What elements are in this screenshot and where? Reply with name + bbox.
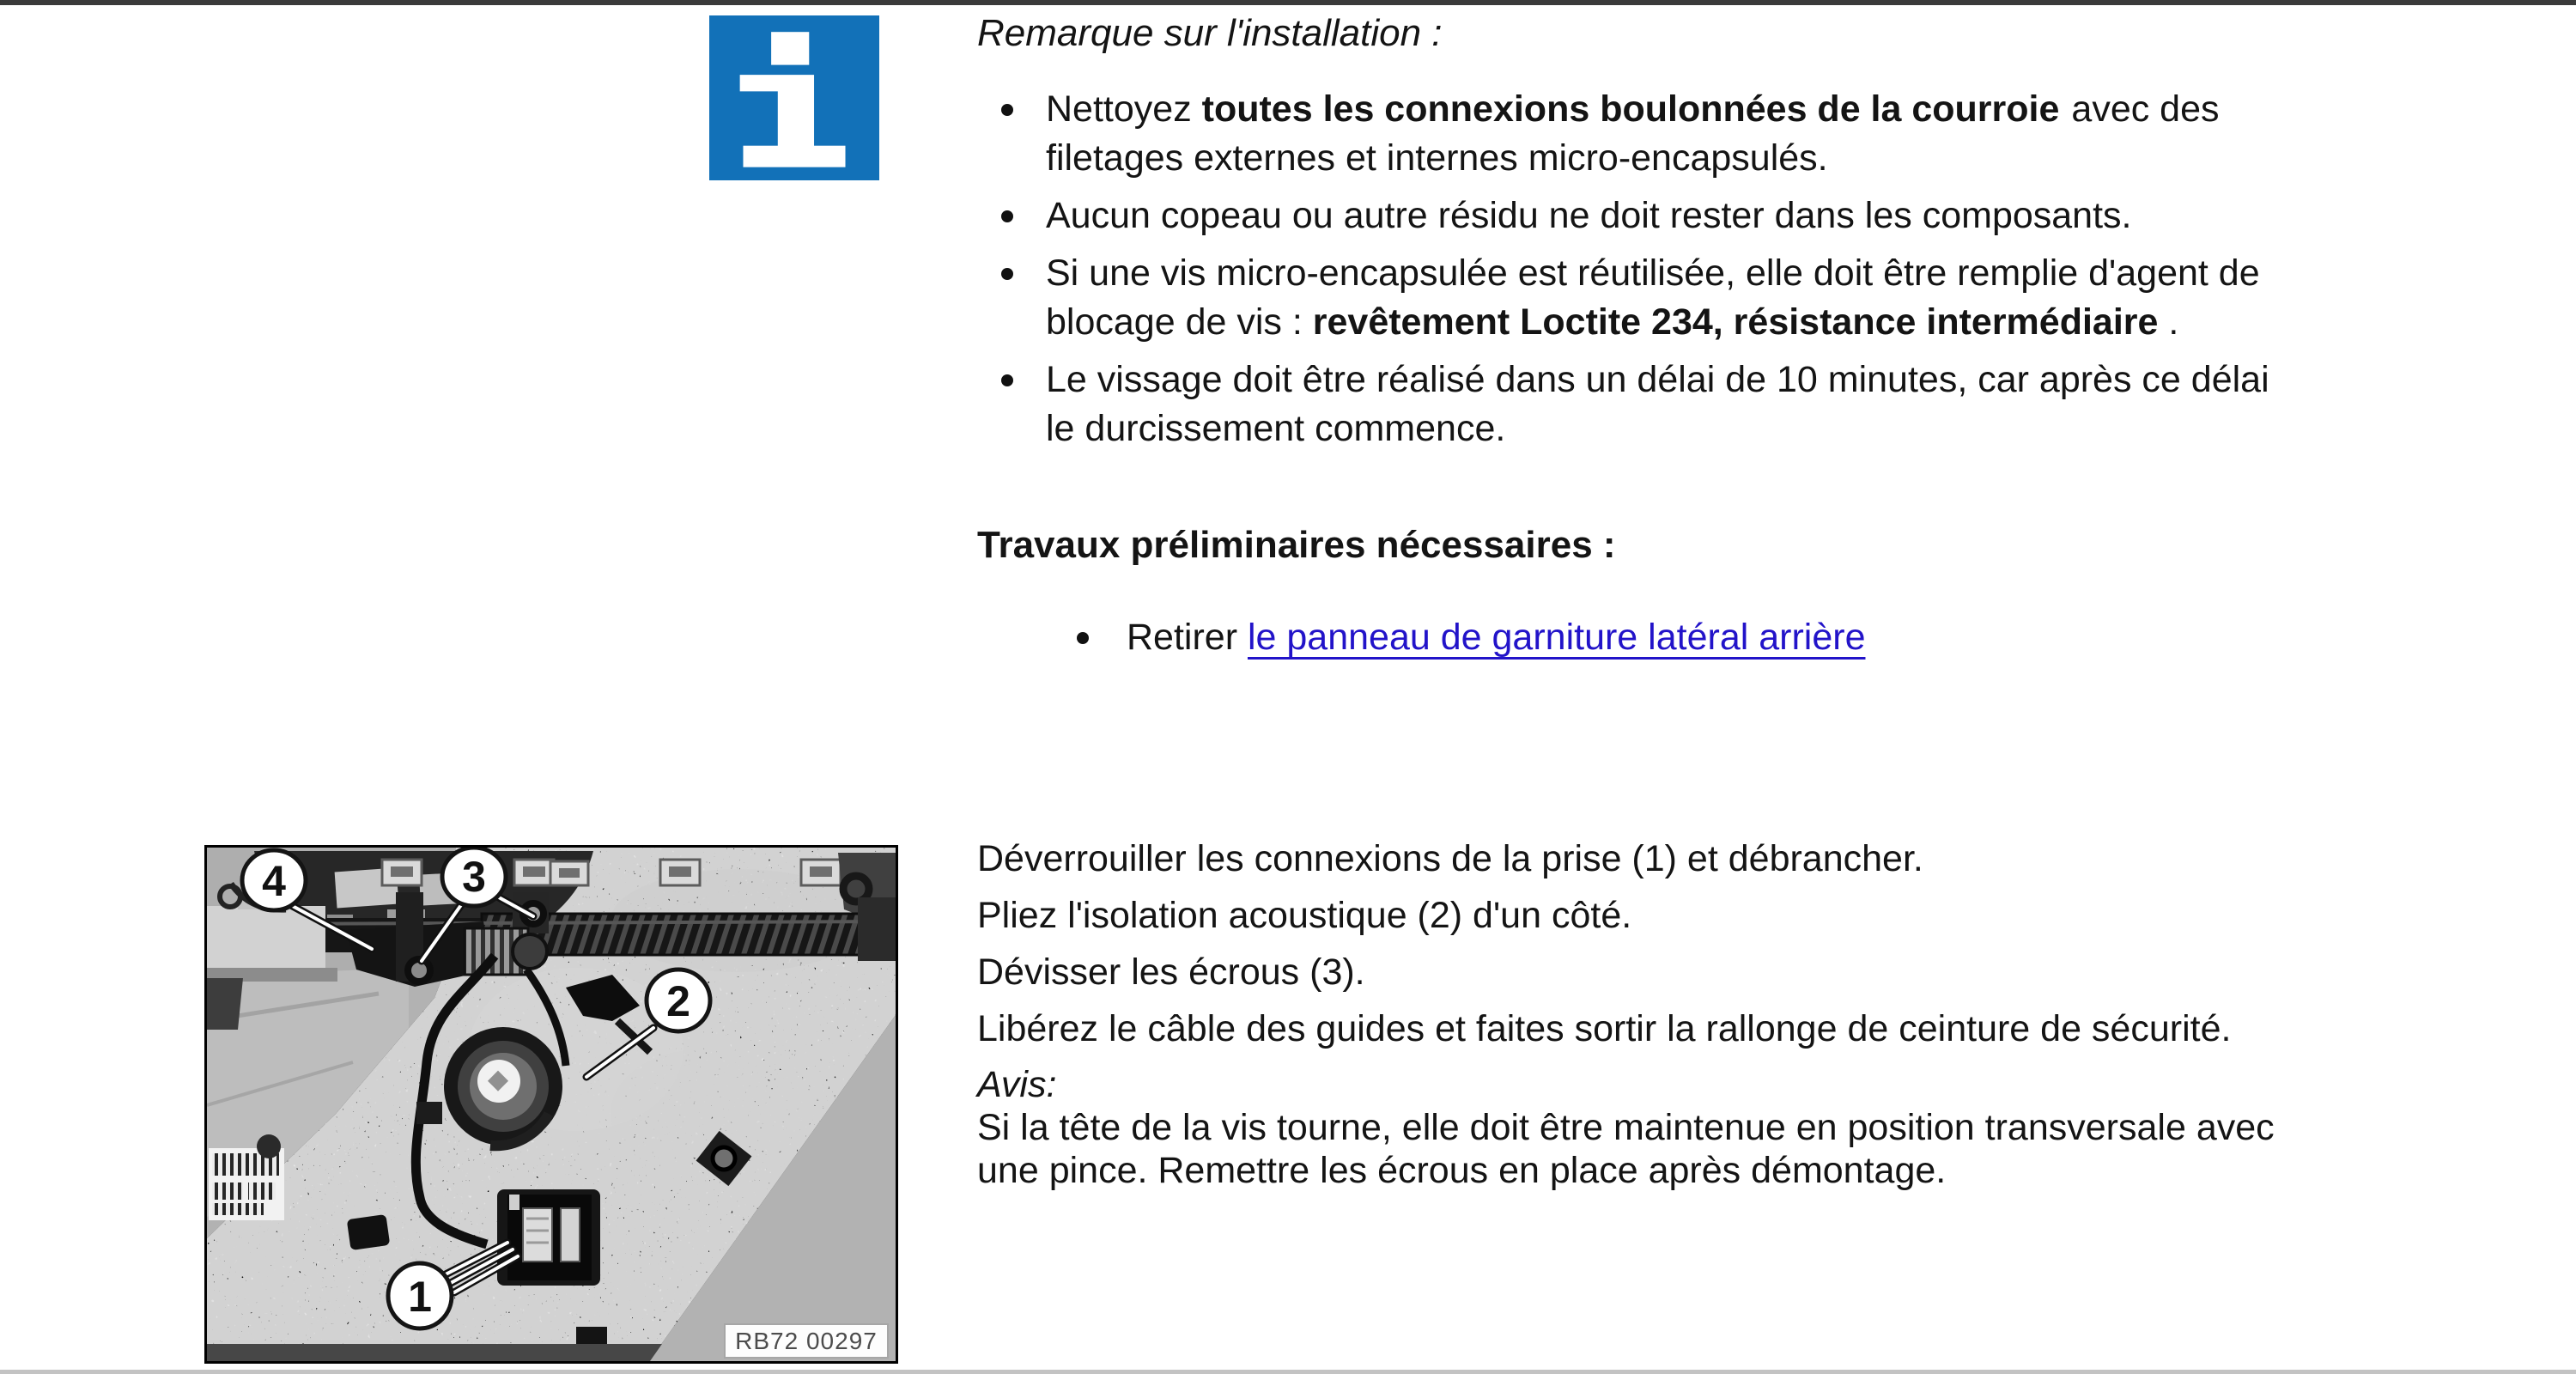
step-text: Pliez l'isolation acoustique (2) d'un côté. <box>977 895 1632 936</box>
notice-line: une pince. Remettre les écrous en place après démontage. <box>977 1150 1947 1191</box>
bullet-dot <box>1077 632 1089 644</box>
list-item-text: Le vissage doit être réalisé dans un délai de 10 minutes, car après ce délai le durcissement commence. <box>1046 359 2269 449</box>
figure-image <box>204 845 898 1364</box>
speaker <box>444 1027 562 1146</box>
prelim-list <box>1077 613 1865 671</box>
info-icon-glyph <box>709 15 879 180</box>
notice-paragraph <box>977 1063 2540 1192</box>
list-item <box>1077 613 1865 662</box>
figure-photo <box>207 848 896 1361</box>
notice-line: Si la tête de la vis tourne, elle doit être maintenue en position transversale avec <box>977 1107 2275 1148</box>
step-instructions <box>977 836 2540 1204</box>
callout-4: 4 <box>262 857 286 905</box>
list-item <box>1001 356 2269 453</box>
list-item <box>1001 249 2269 347</box>
rear-trim-panel-link[interactable]: le panneau de garniture latéral arrière <box>1247 617 1866 658</box>
list-item <box>1001 85 2269 183</box>
prelim-heading: Travaux préliminaires nécessaires : <box>977 524 1616 566</box>
note-bullet-list <box>1001 85 2269 462</box>
callout-1: 1 <box>408 1273 432 1321</box>
bullet-dot <box>1001 104 1013 116</box>
callout-2: 2 <box>666 977 690 1025</box>
step-text: Dévisser les écrous (3). <box>977 951 1365 993</box>
list-item-text: Si une vis micro-encapsulée est réutilisée, elle doit être remplie d'agent de blocage de vis : revêtement Loctite 234, résistance intermédiaire . <box>1046 252 2260 343</box>
bullet-dot <box>1001 374 1013 386</box>
figure-reference-code: RB72 00297 <box>724 1323 889 1359</box>
list-item <box>1001 192 2269 240</box>
list-item-text: Nettoyez toutes les connexions boulonnées de la courroie avec des filetages externes et internes micro-encapsulés. <box>1046 88 2220 179</box>
notice-label: Avis: <box>977 1064 1057 1105</box>
step-text: Libérez le câble des guides et faites sortir la rallonge de ceinture de sécurité. <box>977 1008 2232 1049</box>
info-icon <box>709 15 879 180</box>
page-bottom-border <box>0 1370 2576 1374</box>
list-item-text: Retirer le panneau de garniture latéral arrière <box>1127 617 1866 658</box>
bullet-dot <box>1001 210 1013 222</box>
note-title: Remarque sur l'installation : <box>977 12 1443 54</box>
step-text: Déverrouiller les connexions de la prise (1) et débrancher. <box>977 838 1923 879</box>
barcode-label <box>209 1148 284 1220</box>
list-item-text: Aucun copeau ou autre résidu ne doit rester dans les composants. <box>1046 195 2132 236</box>
page-top-border <box>0 0 2576 5</box>
bullet-dot <box>1001 268 1013 280</box>
callout-3: 3 <box>462 853 486 901</box>
plug-connector <box>497 1189 600 1286</box>
